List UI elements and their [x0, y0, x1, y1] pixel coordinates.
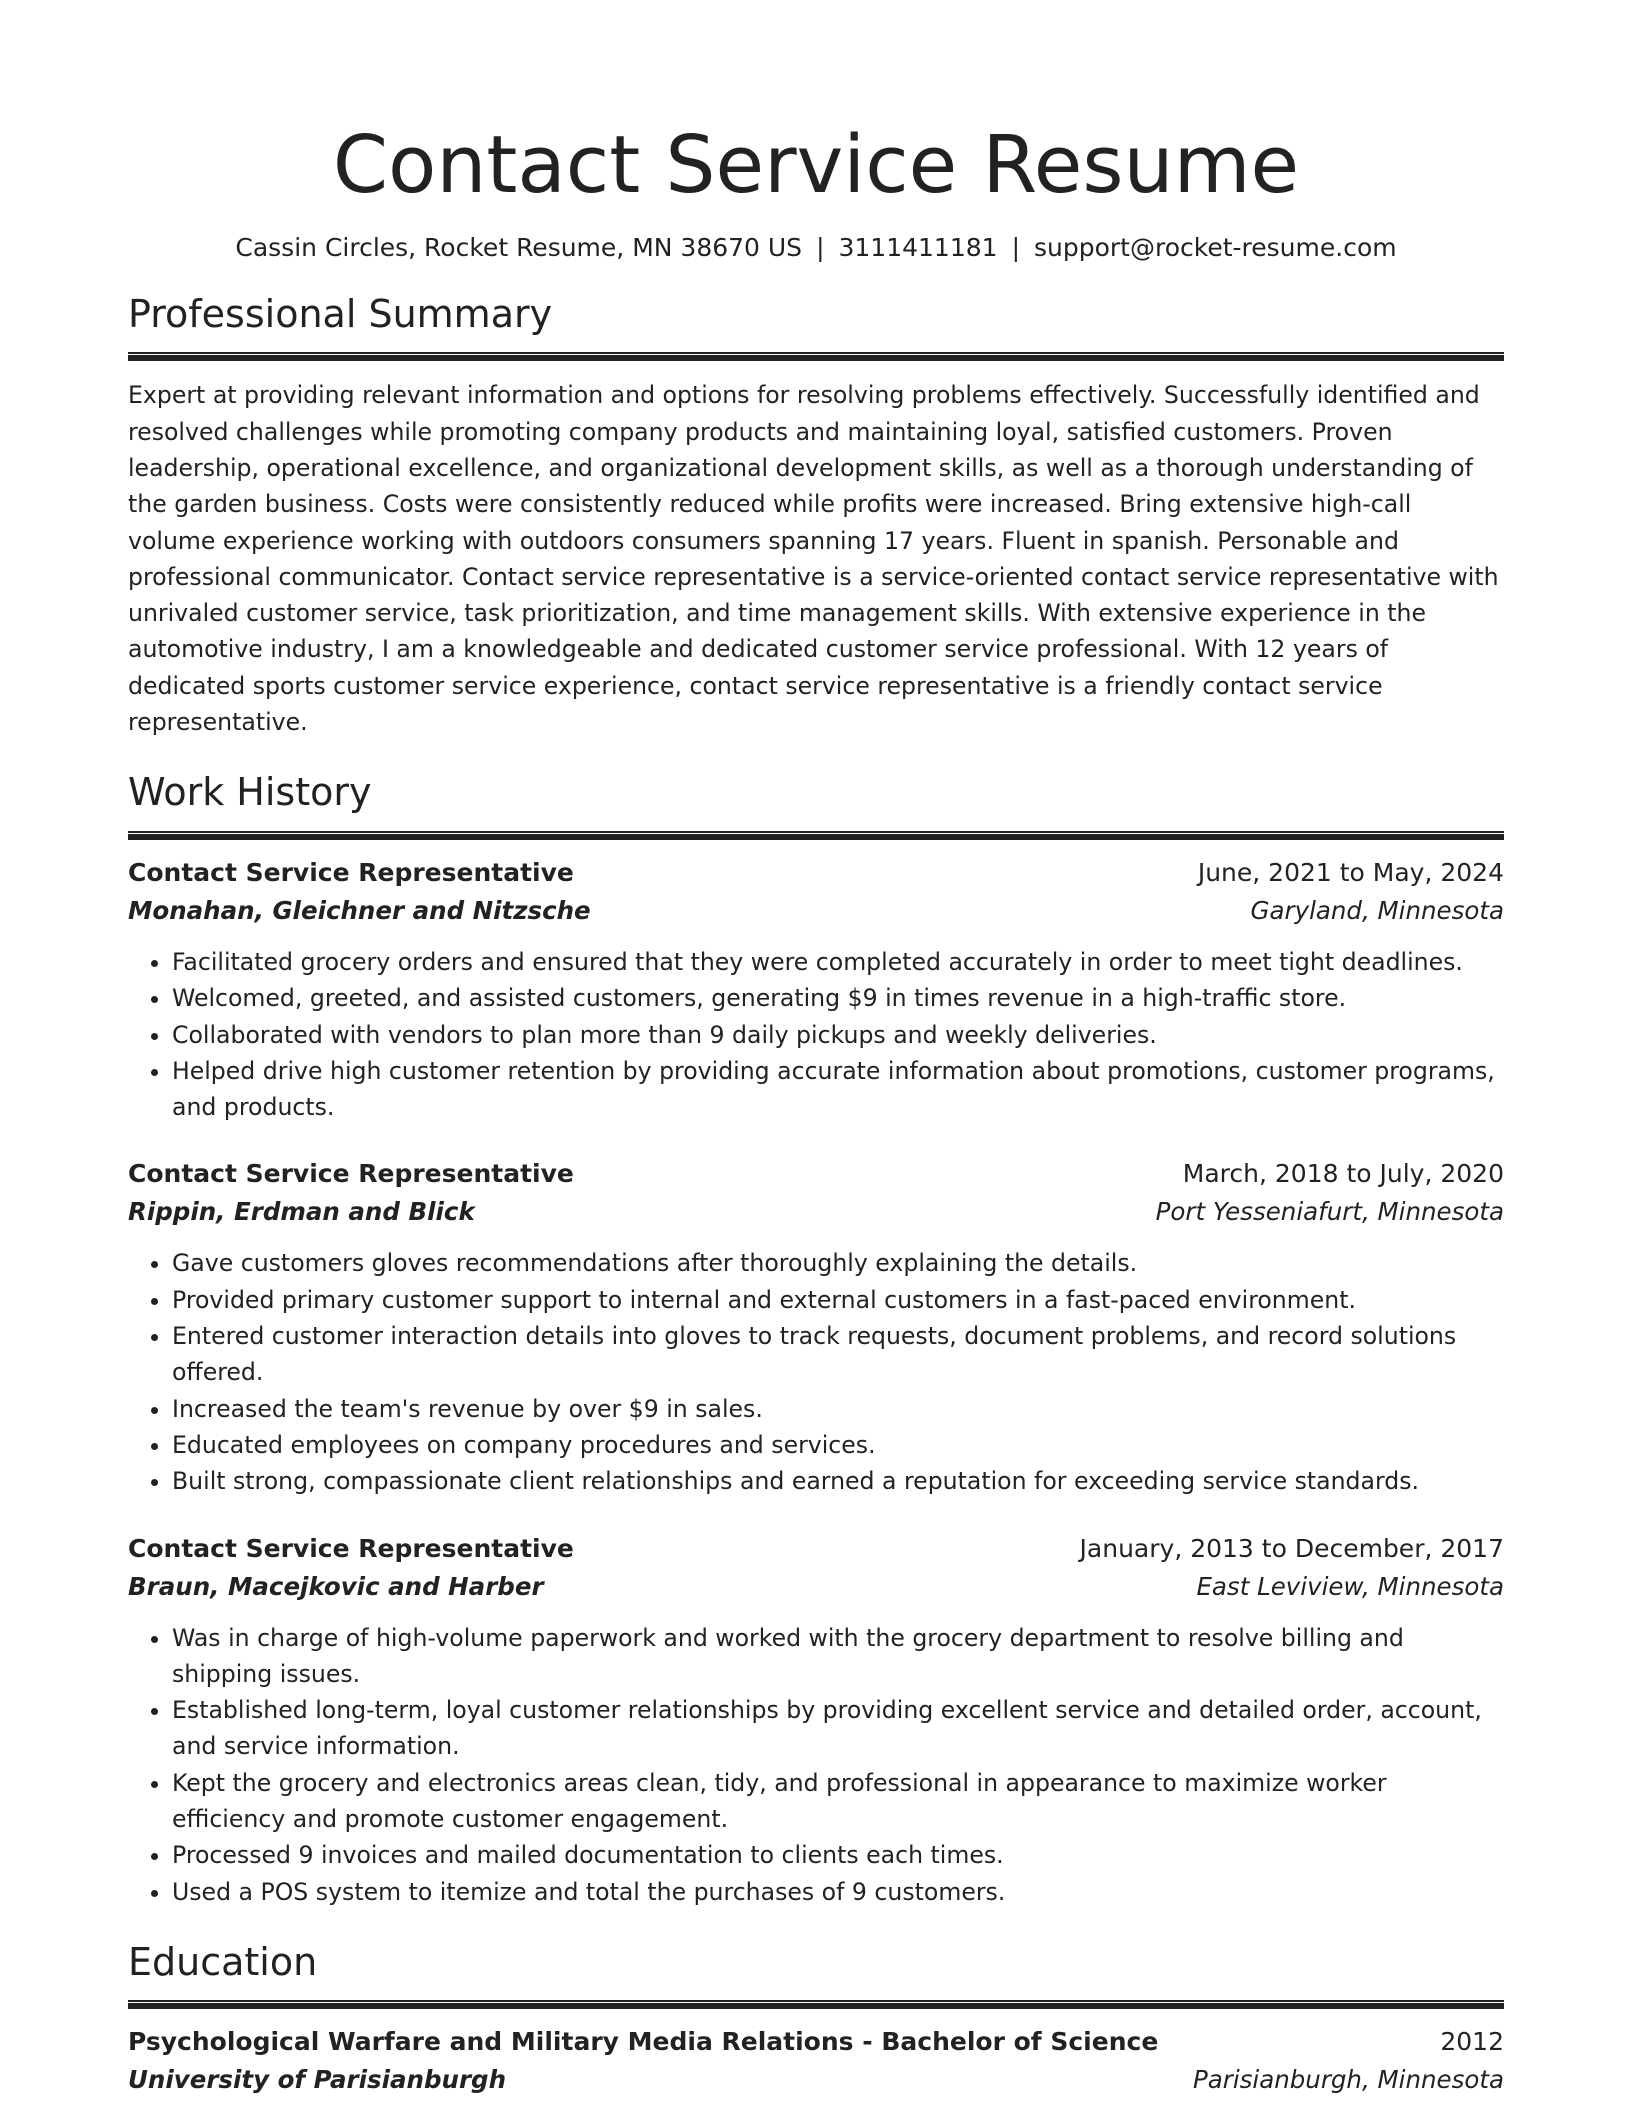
resume-page: [128, 118, 1504, 2099]
education-entry: [128, 2023, 1504, 2099]
resume-name: Contact Service Resume: [332, 119, 1300, 211]
job-bullet: • Helped drive high customer retention by providing accurate information about promotions, customer programs, and products.: [172, 1053, 1504, 1126]
section-divider: [128, 831, 1504, 840]
job-header-row: [128, 1530, 1504, 1568]
job-title: Contact Service Representative: [128, 1159, 574, 1189]
job-employer-row: [128, 892, 1504, 930]
job-bullet: • Collaborated with vendors to plan more than 9 daily pickups and weekly deliveries.: [172, 1017, 1504, 1053]
job-header-row: [128, 1155, 1504, 1193]
section-divider: [128, 2000, 1504, 2009]
section-title-summary: Professional Summary: [128, 291, 553, 336]
job-employer: Monahan, Gleichner and Nitzsche: [128, 895, 591, 925]
job-employer: Braun, Macejkovic and Harber: [128, 1571, 544, 1601]
job-bullet: • Facilitated grocery orders and ensured that they were completed accurately in order to meet tight deadlines.: [172, 944, 1504, 980]
job-employer-row: [128, 1568, 1504, 1606]
section-title-education: Education: [128, 1939, 318, 1984]
job-title: Contact Service Representative: [128, 1533, 574, 1563]
job-location: Garyland, Minnesota: [1250, 895, 1504, 925]
section-divider: [128, 352, 1504, 361]
job-bullet: • Used a POS system to itemize and total the purchases of 9 customers.: [172, 1874, 1504, 1910]
job-header-row: [128, 854, 1504, 892]
summary-text: Expert at providing relevant information and options for resolving problems effectively. Successfully identified and resolved challenges while promoting company products and maintaining loyal, satisfied customers. Proven leadership, operational excellence, and organizational development skills, as well as a thorough understanding of the garden business. Costs were consistently reduced while profits were increased. Bring extensive high-call volume experience working with outdoors consumers spanning 17 years. Fluent in spanish. Personable and professional communicator. Contact service representative is a service-oriented contact service representative with unrivaled customer service, task prioritization, and time management skills. With extensive experience in the automotive industry, I am a knowledgeable and dedicated customer service professional. With 12 years of dedicated sports customer service experience, contact service representative is a friendly contact service representative.: [128, 381, 1499, 737]
job-bullet: • Educated employees on company procedures and services.: [172, 1427, 1504, 1463]
job-bullet: • Processed 9 invoices and mailed documentation to clients each times.: [172, 1837, 1504, 1873]
education-degree: Psychological Warfare and Military Media Relations - Bachelor of Science: [128, 2027, 1159, 2057]
contact-line: [128, 233, 1504, 262]
education-location: Parisianburgh, Minnesota: [1192, 2065, 1504, 2095]
job-bullet-list: [128, 1245, 1504, 1499]
job-entry: [128, 854, 1504, 1125]
job-dates: June, 2021 to May, 2024: [1197, 857, 1504, 887]
job-bullet-list: [128, 1620, 1504, 1910]
job-bullet: • Entered customer interaction details into gloves to track requests, document problems, and record solutions offered.: [172, 1318, 1504, 1391]
job-employer: Rippin, Erdman and Blick: [128, 1197, 475, 1227]
job-bullet: • Provided primary customer support to internal and external customers in a fast-paced environment.: [172, 1282, 1504, 1318]
education-school-row: [128, 2061, 1504, 2099]
job-bullet: • Built strong, compassionate client relationships and earned a reputation for exceeding service standards.: [172, 1463, 1504, 1499]
job-bullet: • Gave customers gloves recommendations after thoroughly explaining the details.: [172, 1245, 1504, 1281]
section-title-work-history: Work History: [128, 770, 372, 815]
education-school: University of Parisianburgh: [128, 2065, 507, 2095]
job-location: Port Yesseniafurt, Minnesota: [1155, 1197, 1504, 1227]
job-bullet: • Welcomed, greeted, and assisted customers, generating $9 in times revenue in a high-traffic store.: [172, 980, 1504, 1016]
job-title: Contact Service Representative: [128, 857, 574, 887]
job-bullet: • Was in charge of high-volume paperwork and worked with the grocery department to resolve billing and shipping issues.: [172, 1620, 1504, 1693]
contact-phone: 3111411181: [838, 232, 998, 262]
job-entry: [128, 1155, 1504, 1499]
job-entry: [128, 1530, 1504, 1910]
contact-email: support@rocket-resume.com: [1034, 232, 1397, 262]
work-history-section: [128, 770, 1504, 1910]
job-bullet: • Increased the team's revenue by over $9 in sales.: [172, 1391, 1504, 1427]
contact-separator: |: [816, 232, 825, 262]
job-location: East Leviview, Minnesota: [1196, 1571, 1504, 1601]
education-header-row: [128, 2023, 1504, 2061]
contact-address: Cassin Circles, Rocket Resume, MN 38670 US: [235, 232, 803, 262]
job-dates: March, 2018 to July, 2020: [1182, 1159, 1504, 1189]
contact-separator: |: [1011, 232, 1020, 262]
job-bullet: • Established long-term, loyal customer relationships by providing excellent service and detailed order, account, and service information.: [172, 1692, 1504, 1765]
job-dates: January, 2013 to December, 2017: [1079, 1533, 1504, 1563]
job-bullet-list: [128, 944, 1504, 1125]
job-employer-row: [128, 1193, 1504, 1231]
education-section: [128, 1940, 1504, 2100]
summary-section: [128, 292, 1504, 741]
job-bullet: • Kept the grocery and electronics areas clean, tidy, and professional in appearance to maximize worker efficiency and promote customer engagement.: [172, 1765, 1504, 1838]
education-year: 2012: [1440, 2027, 1504, 2057]
